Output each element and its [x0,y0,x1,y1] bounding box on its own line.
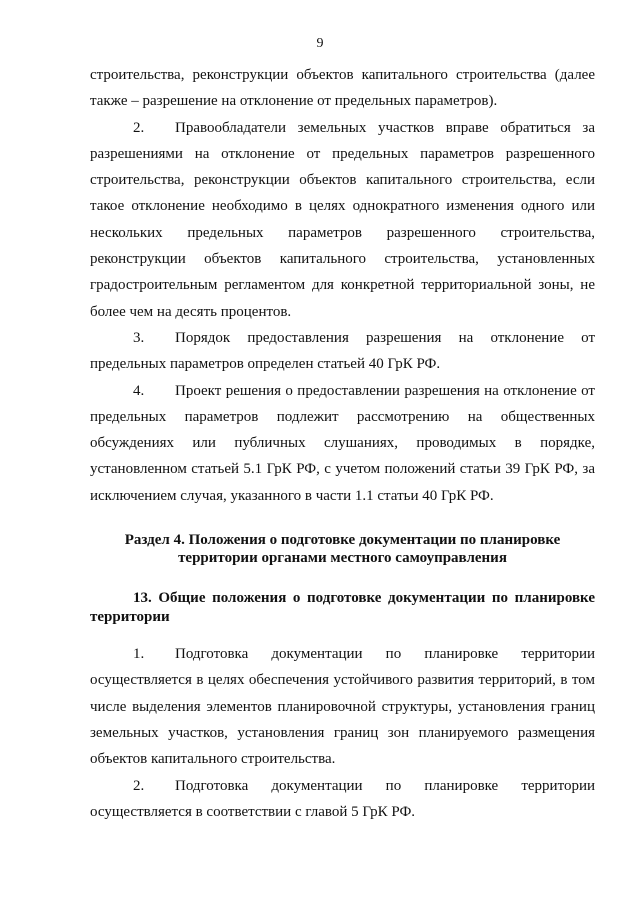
paragraph-text: Проект решения о предоставлении разрешения на отклонение от предельных параметров подлежит рассмотрению на общественных обсуждениях или публичных слушаниях, проводимых в порядке, установленном статьей 5.1 ГрК РФ, с учетом положений статьи 39 ГрК РФ, за исключением случая, указанного в части 1.1 статьи 40 ГрК РФ. [90,382,595,504]
paragraph-item-2b [90,773,595,826]
paragraph-number: 2. [133,119,145,136]
paragraph-item-1 [90,641,595,772]
paragraph-number: 1. [133,646,145,663]
paragraph-text: Порядок предоставления разрешения на отклонение от предельных параметров определен статьей 40 ГрК РФ. [90,329,595,373]
paragraph-number: 3. [133,329,145,346]
page-number: 9 [316,36,324,51]
paragraph-item-4 [90,378,595,509]
paragraph-text: Подготовка документации по планировке территории осуществляется в соответствии с главой 5 ГрК РФ. [90,777,595,820]
paragraph-number: 4. [133,382,145,399]
paragraph-text: Правообладатели земельных участков вправе обратиться за разрешениями на отклонение от предельных параметров разрешенного строительства, реконструкции объектов капитального строительства, если такое отклонение необходимо в целях однократного изменения одного или нескольких предельных параметров разрешенного строительства, реконструкции объектов капитального строительства, установленных градостроительным регламентом для конкретной территориальной зоны, не более чем на десять процентов. [90,119,595,320]
document-body [90,62,595,825]
paragraph-text: Подготовка документации по планировке территории осуществляется в целях обеспечения устойчивого развития территорий, в том числе выделения элементов планировочной структуры, установления границ земельных участков, установления границ зон планируемого размещения объектов капитального строительства. [90,646,595,768]
section-heading-line-2: территории органами местного самоуправления [178,550,507,567]
paragraph-number: 2. [133,777,145,794]
paragraph-continuation [90,62,595,115]
subsection-heading: 13. Общие положения о подготовке документации по планировке территории [90,590,595,626]
section-heading-line-1: Раздел 4. Положения о подготовке документации по планировке [124,532,561,549]
paragraph-item-2 [90,115,595,325]
paragraph-item-3 [90,325,595,378]
section-heading [90,531,595,567]
paragraph-text: строительства, реконструкции объектов капитального строительства (далее также – разрешение на отклонение от предельных параметров). [90,67,595,110]
